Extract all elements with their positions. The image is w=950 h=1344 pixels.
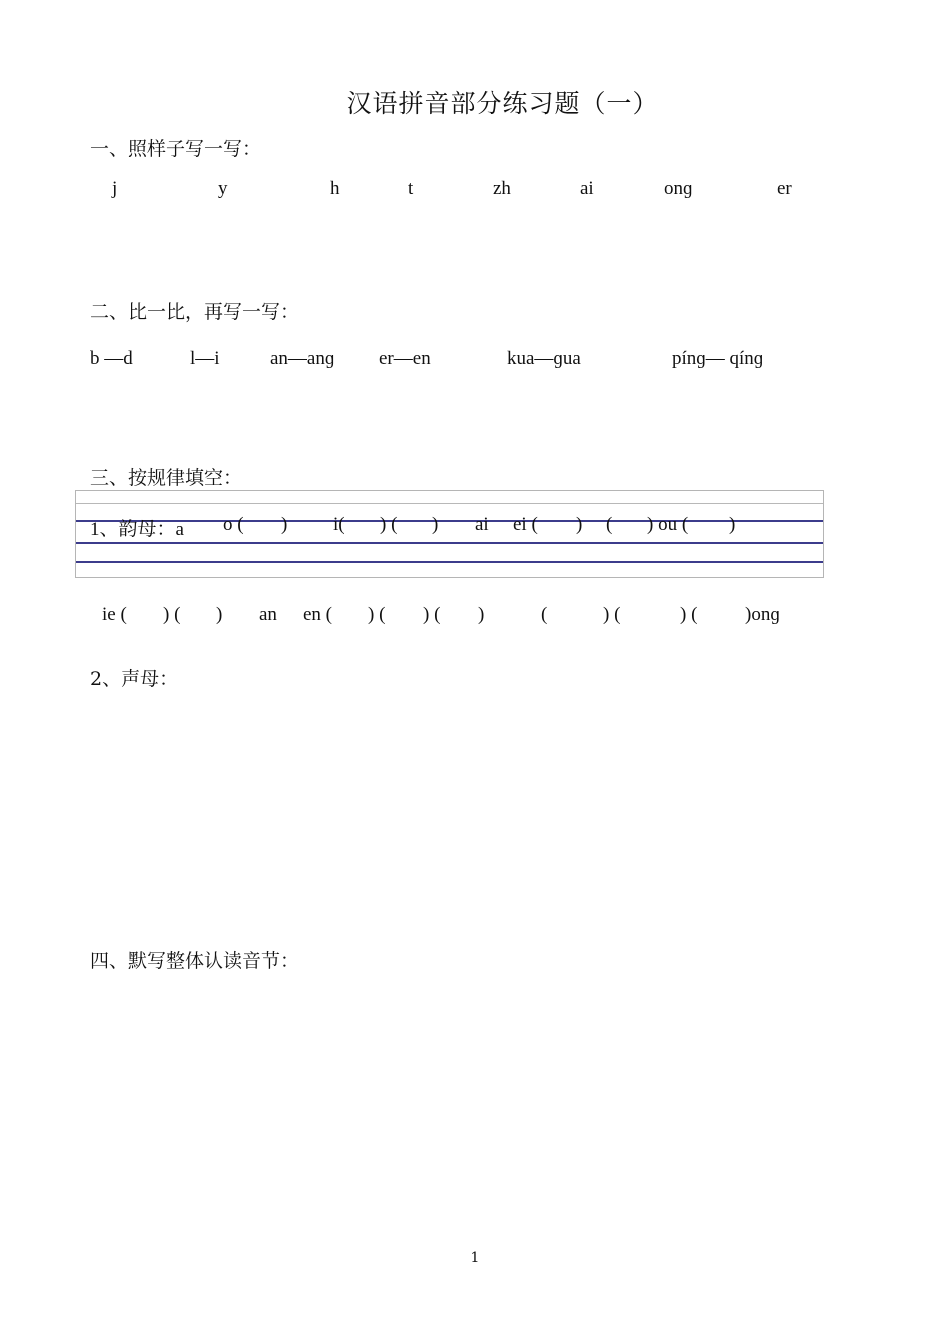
finals-fill-part: ( — [541, 604, 548, 625]
finals-fill-part: 1、韵母：a — [90, 519, 184, 540]
four-line-grid — [75, 490, 824, 578]
compare-pair: l—i — [190, 348, 220, 369]
finals-fill-part: ) ( — [423, 604, 441, 625]
section-2-heading: 二、比一比，再写一写： — [90, 301, 300, 323]
finals-fill-part: ) ou ( — [647, 514, 689, 535]
finals-fill-part: ) — [576, 514, 583, 535]
pinyin-letter: ai — [580, 178, 594, 199]
pinyin-letter: zh — [493, 178, 511, 199]
pinyin-letter: onɡ — [664, 178, 693, 199]
compare-pair: er—en — [379, 348, 431, 369]
initials-subheading: 2、声母： — [90, 668, 179, 690]
section-3-heading: 三、按规律填空： — [90, 467, 243, 489]
finals-fill-part: ) — [729, 514, 736, 535]
finals-fill-part: )onɡ — [745, 604, 780, 625]
finals-fill-part: ) ( — [163, 604, 181, 625]
compare-pair: b —d — [90, 348, 133, 369]
finals-fill-part: ie ( — [102, 604, 127, 625]
finals-fill-part: ( — [606, 514, 613, 535]
section-1-heading: 一、照样子写一写： — [90, 138, 262, 160]
compare-pair: an—anɡ — [270, 348, 335, 369]
finals-fill-part: ) ( — [368, 604, 386, 625]
compare-pair: pínɡ— qínɡ — [672, 348, 764, 369]
finals-fill-part: en ( — [303, 604, 333, 625]
finals-fill-part: o ( — [223, 514, 244, 535]
finals-fill-part: ) — [281, 514, 288, 535]
finals-fill-part: ) ( — [680, 604, 698, 625]
page-title: 汉语拼音部分练习题（一） — [346, 89, 659, 118]
pinyin-letter: y — [218, 178, 228, 199]
pinyin-letter: er — [777, 178, 792, 199]
pinyin-letter: h — [330, 178, 340, 199]
finals-fill-part: ei ( — [513, 514, 538, 535]
finals-fill-part: ) ( — [380, 514, 398, 535]
finals-fill-part: an — [259, 604, 277, 625]
section-4-heading: 四、默写整体认读音节： — [90, 950, 300, 972]
pinyin-letter: t — [408, 178, 414, 199]
finals-fill-part: ai — [475, 514, 489, 535]
pinyin-letter: j — [112, 178, 118, 199]
finals-fill-part: i( — [333, 514, 345, 535]
finals-fill-part: ) — [432, 514, 439, 535]
page-number: 1 — [470, 1250, 480, 1266]
finals-fill-part: ) — [216, 604, 223, 625]
finals-fill-part: ) ( — [603, 604, 621, 625]
compare-pair: kua—ɡua — [507, 348, 581, 369]
finals-fill-part: ) — [478, 604, 485, 625]
